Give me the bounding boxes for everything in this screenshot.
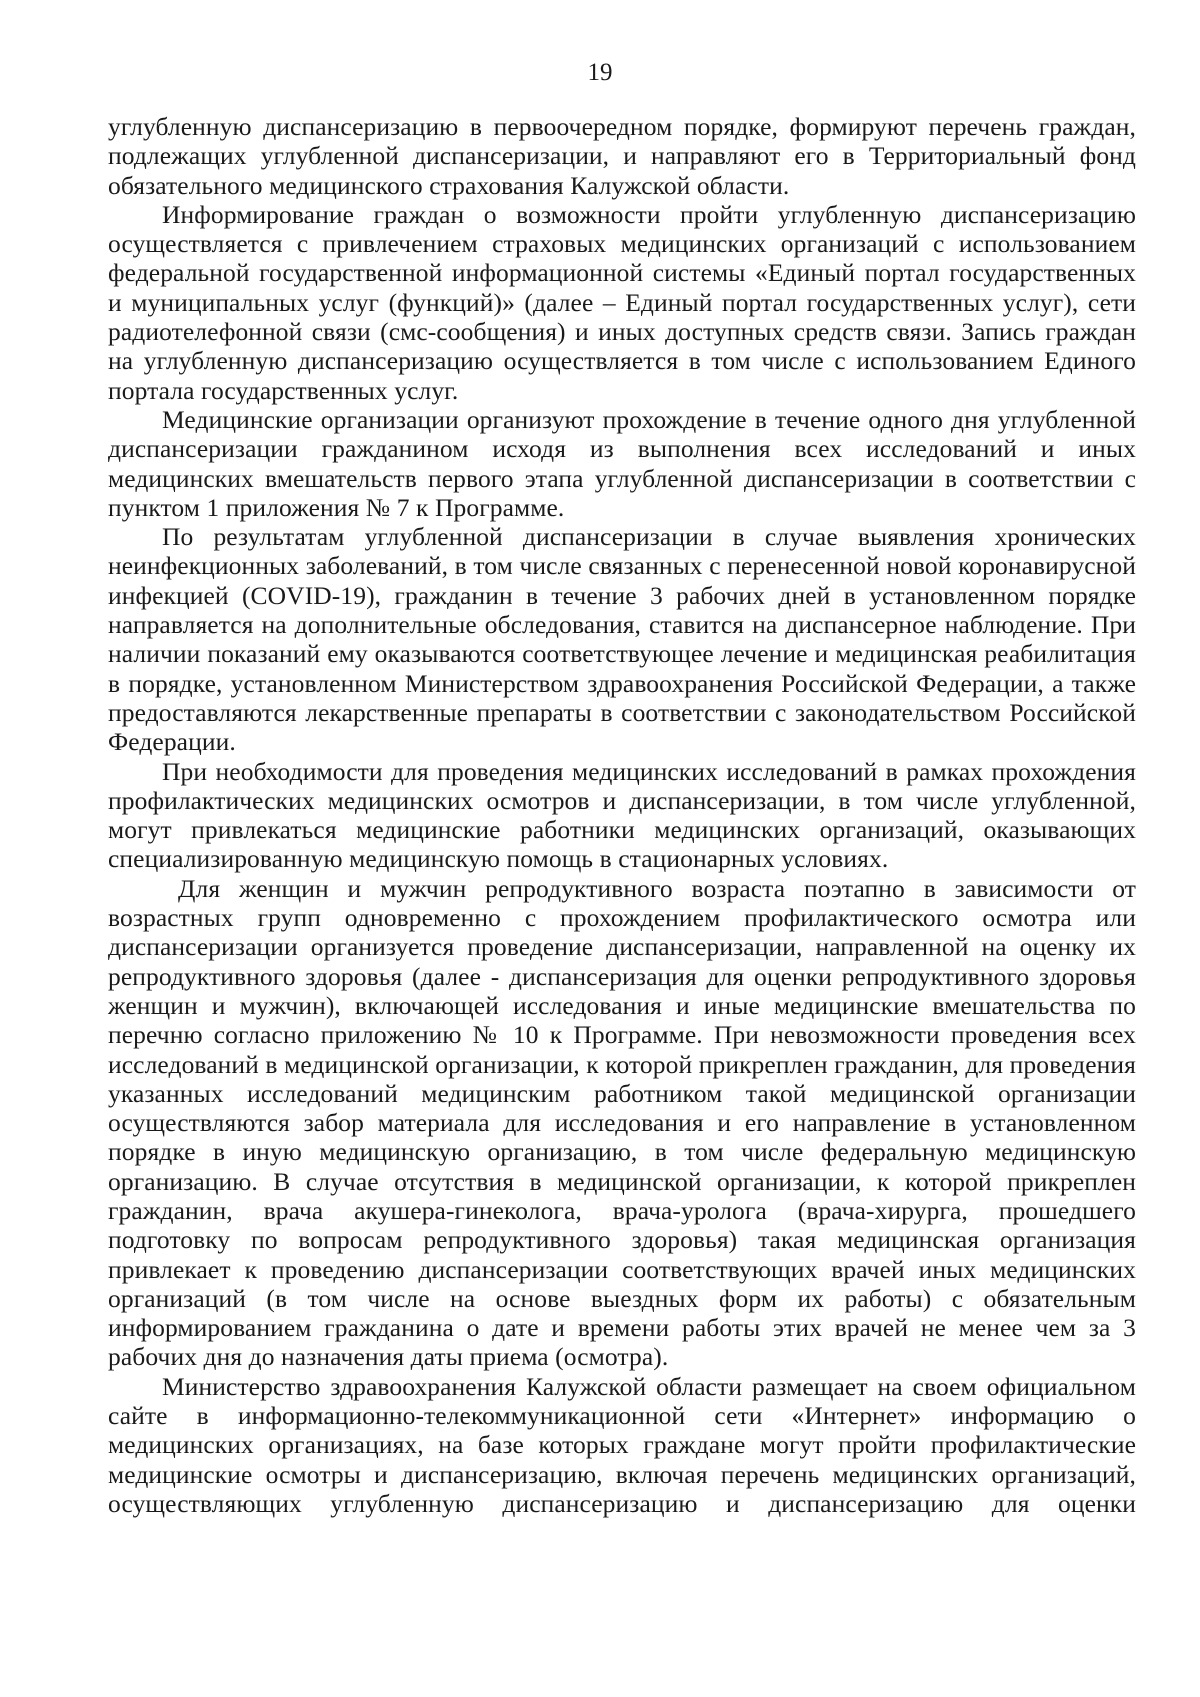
paragraph: Медицинские организации организуют прохождение в течение одного дня углубленной диспансеризации гражданином исходя из выполнения всех исследований и иных медицинских вмешательств первого этапа углубленной диспансеризации в соответствии с пунктом 1 приложения № 7 к Программе. (108, 404, 1136, 522)
paragraph: Для женщин и мужчин репродуктивного возраста поэтапно в зависимости от возрастных групп одновременно с прохождением профилактического осмотра или диспансеризации организуется проведение диспансеризации, направленной на оценку их репродуктивного здоровья (далее - диспансеризация для оценки репродуктивного здоровья женщин и мужчин), включающей исследования и иные медицинские вмешательства по перечню согласно приложению № 10 к Программе. При невозможности проведения всех исследований в медицинской организации, к которой прикреплен гражданин, для проведения указанных исследований медицинским работником такой медицинской организации осуществляются забор материала для исследования и его направление в установленном порядке в иную медицинскую организацию, в том числе федеральную медицинскую организацию. В случае отсутствия в медицинской организации, к которой прикреплен гражданин, врача акушера-гинеколога, врача-уролога (врача-хирурга, прошедшего подготовку по вопросам репродуктивного здоровья) такая медицинская организация привлекает к проведению диспансеризации соответствующих врачей иных медицинских организаций (в том числе на основе выездных форм их работы) с обязательным информированием гражданина о дате и времени работы этих врачей не менее чем за 3 рабочих дня до назначения даты приема (осмотра). (108, 873, 1136, 1372)
document-body (108, 112, 1136, 1518)
paragraph: При необходимости для проведения медицинских исследований в рамках прохождения профилактических медицинских осмотров и диспансеризации, в том числе углубленной, могут привлекаться медицинские работники медицинских организаций, оказывающих специализированную медицинскую помощь в стационарных условиях. (108, 756, 1136, 874)
paragraph: углубленную диспансеризацию в первоочередном порядке, формируют перечень граждан, подлежащих углубленной диспансеризации, и направляют его в Территориальный фонд обязательного медицинского страхования Калужской области. (108, 112, 1136, 200)
paragraph: По результатам углубленной диспансеризации в случае выявления хронических неинфекционных заболеваний, в том числе связанных с перенесенной новой коронавирусной инфекцией (COVID-19), гражданин в течение 3 рабочих дней в установленном порядке направляется на дополнительные обследования, ставится на диспансерное наблюдение. При наличии показаний ему оказываются соответствующее лечение и медицинская реабилитация в порядке, установленном Министерством здравоохранения Российской Федерации, а также предоставляются лекарственные препараты в соответствии с законодательством Российской Федерации. (108, 522, 1136, 757)
paragraph: Министерство здравоохранения Калужской области размещает на своем официальном сайте в информационно-телекоммуникационной сети «Интернет» информацию о медицинских организациях, на базе которых граждане могут пройти профилактические медицинские осмотры и диспансеризацию, включая перечень медицинских организаций, осуществляющих углубленную диспансеризацию и диспансеризацию для оценки (108, 1371, 1136, 1518)
paragraph: Информирование граждан о возможности пройти углубленную диспансеризацию осуществляется с привлечением страховых медицинских организаций с использованием федеральной государственной информационной системы «Единый портал государственных и муниципальных услуг (функций)» (далее – Единый портал государственных услуг), сети радиотелефонной связи (смс-сообщения) и иных доступных средств связи. Запись граждан на углубленную диспансеризацию осуществляется в том числе с использованием Единого портала государственных услуг. (108, 199, 1136, 405)
page-number: 19 (587, 59, 613, 86)
